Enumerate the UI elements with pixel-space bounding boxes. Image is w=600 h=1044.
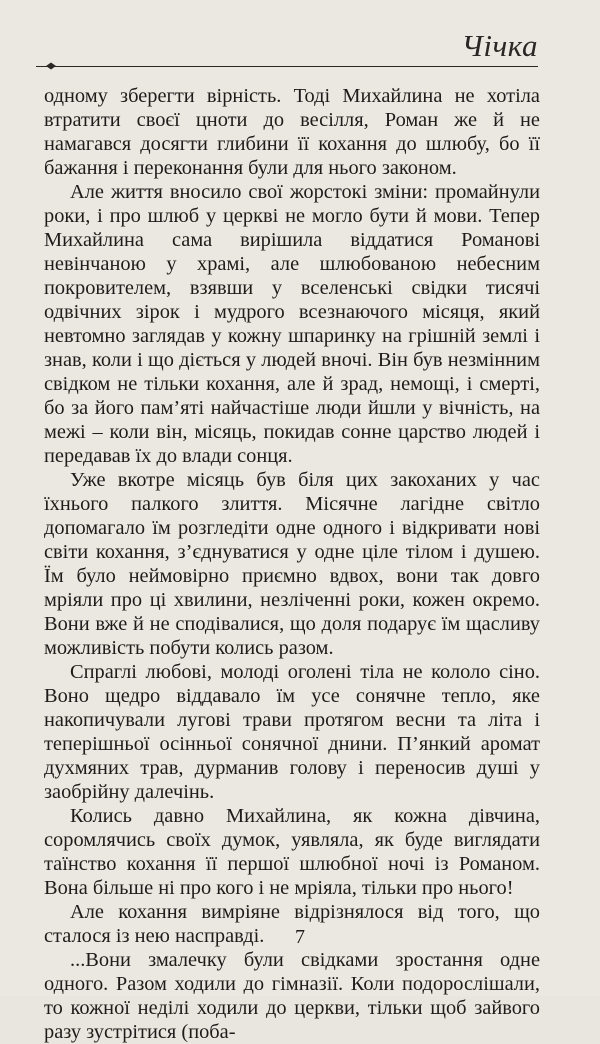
- running-header-title: Чічка: [461, 28, 538, 63]
- paragraph: Спраглі любові, молоді оголені тіла не кололо сіно. Воно щедро віддавало їм усе сонячне тепло, яке накопичували лугові трави протягом весни та літа і теперішньої осінньої сонячної днини. П’янкий аромат духмяних трав, дурманив голову і переносив душі у заобрійну далечінь.: [44, 661, 540, 803]
- paragraph: Але життя вносило свої жорстокі зміни: промайнули роки, і про шлюб у церкві не могло бути й мови. Тепер Михайлина сама вирішила віддатися Романові невінчаною у храмі, але шлюбованою небесним покровителем, взявши у вселенські свідки тисячі одвічних зірок і мудрого всезнаючого місяця, який невтомно заглядав у кожну шпаринку на грішній землі і знав, коли і що діється у людей вночі. Він був незмінним свідком не тільки кохання, але й зрад, немощі, і смерті, бо за його пам’яті найчастіше люди йшли у вічність, на межі – коли він, місяць, покидав сонне царство людей і передавав їх до влади сонця.: [44, 181, 540, 467]
- header-rule: [36, 66, 538, 67]
- paragraph: Колись давно Михайлина, як кожна дівчина, соромлячись своїх думок, уявляла, як буде виглядати таїнство кохання її першої шлюбної ночі із Романом. Вона більше ні про кого і не мріяла, тільки про нього!: [44, 805, 540, 899]
- running-header: [36, 22, 538, 70]
- rule-ornament-icon: [46, 62, 56, 70]
- page-number: 7: [295, 926, 305, 948]
- body-text: [44, 84, 540, 1044]
- paragraph: Але кохання вимріяне відрізнялося від того, що сталося із нею насправді.: [44, 901, 540, 947]
- paragraph-continued: одному зберегти вірність. Тоді Михайлина не хотіла втратити своєї цноти до весілля, Роман же й не намагався досягти глибини її кохання до шлюбу, бо її бажання і переконання були для нього законом.: [44, 85, 540, 179]
- paragraph: Уже вкотре місяць був біля цих закоханих у час їхнього палкого злиття. Місячне лагідне світло допомагало їм розгледіти одне одного і відкривати нові світи кохання, з’єднуватися у одне ціле тілом і душею. Їм було неймовірно приємно вдвох, вони так довго мріяли про ці хвилини, незліченні роки, кожен окремо. Вони вже й не сподівалися, що доля подарує їм щасливу можливість побути колись разом.: [44, 469, 540, 659]
- paragraph: ...Вони змалечку були свідками зростання одне одного. Разом ходили до гімназії. Коли подорослішали, то кожної неділі ходили до церкви, тільки щоб зайвого разу зустрітися (поба-: [44, 949, 540, 1043]
